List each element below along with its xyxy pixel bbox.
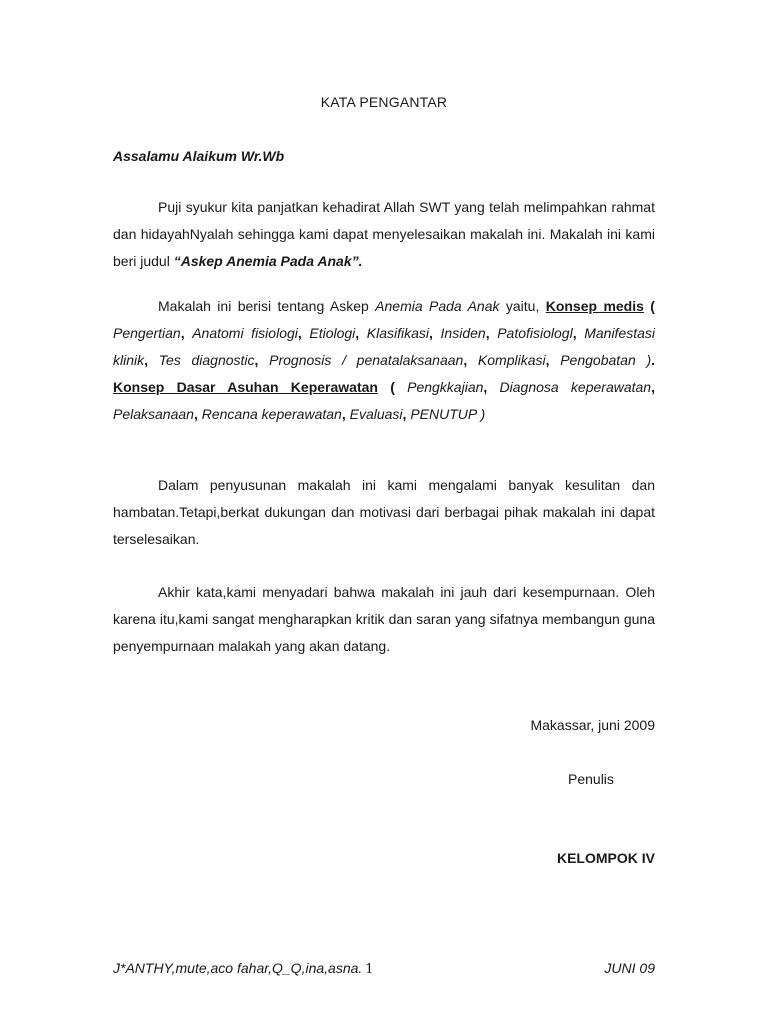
konsep-dasar-heading: Konsep Dasar Asuhan Keperawatan xyxy=(113,379,378,395)
konsep-medis-heading: Konsep medis xyxy=(545,298,644,314)
list1-item: Klasifikasi xyxy=(366,325,430,341)
place-date: Makassar, juni 2009 xyxy=(530,717,655,733)
footer-authors: J*ANTHY,mute,aco fahar,Q_Q,ina,asna. xyxy=(113,960,363,976)
list2-item: Pengkkajian xyxy=(407,379,484,395)
list2-item: Pelaksanaan xyxy=(113,406,194,422)
list-comma: , xyxy=(341,406,350,422)
list1-item: Etiologi xyxy=(309,325,356,341)
list-comma: , xyxy=(483,379,500,395)
group-name: KELOMPOK IV xyxy=(556,850,655,866)
list-comma: , xyxy=(651,379,655,395)
document-page xyxy=(113,0,655,1024)
list1-item: Anatomi fisiologi xyxy=(192,325,298,341)
list-comma: , xyxy=(485,325,498,341)
paper-title-quote: “Askep Anemia Pada Anak”. xyxy=(173,253,363,269)
list1-item: Manifestasi klinik xyxy=(113,325,656,368)
list2-item: PENUTUP ) xyxy=(410,406,486,422)
p2-topic: Anemia Pada Anak xyxy=(375,298,500,314)
list2-item: Rencana keperawatan xyxy=(201,406,342,422)
list-comma: , xyxy=(254,352,270,368)
paragraph-1 xyxy=(113,194,655,275)
p2-text-b: yaitu, xyxy=(499,298,546,314)
footer-date: JUNI 09 xyxy=(604,960,655,976)
page-number: 1 xyxy=(365,962,374,977)
p2-open-paren-2: ( xyxy=(377,379,408,395)
list1-item: Tes diagnostic xyxy=(158,352,255,368)
list-comma: , xyxy=(144,352,159,368)
list1-item: Prognosis / penatalaksanaan xyxy=(269,352,464,368)
list-comma: , xyxy=(193,406,202,422)
list-comma: , xyxy=(429,325,441,341)
greeting: Assalamu Alaikum Wr.Wb xyxy=(113,148,285,164)
paragraph-4: Akhir kata,kami menyadari bahwa makalah ini jauh dari kesempurnaan. Oleh karena itu,kami sangat mengharapkan kritik dan saran yang sifatnya membangun guna penyempurnaan malakah yang akan datang. xyxy=(113,584,655,654)
list2-item: Evaluasi xyxy=(349,406,403,422)
paragraph-2 xyxy=(113,293,655,428)
list2-item: Diagnosa keperawatan xyxy=(499,379,652,395)
list-comma: , xyxy=(572,325,585,341)
list-comma: , xyxy=(402,406,411,422)
list-comma: , xyxy=(545,352,561,368)
list1-item: Pengobatan ) xyxy=(560,352,652,368)
list1-item: Patofisiologl xyxy=(497,325,573,341)
list-comma: , xyxy=(180,325,193,341)
paragraph-3: Dalam penyusunan makalah ini kami mengalami banyak kesulitan dan hambatan.Tetapi,berkat dukungan dan motivasi dari berbagai pihak makalah ini dapat terselesaikan. xyxy=(113,477,655,547)
list-comma: , xyxy=(463,352,478,368)
footer-authors-wrap xyxy=(113,960,374,977)
list1-item: Komplikasi xyxy=(477,352,546,368)
p2-open-paren-1: ( xyxy=(650,298,655,314)
list-dot: . xyxy=(651,352,655,368)
p2-text-a: Makalah ini berisi tentang Askep xyxy=(158,298,376,314)
paragraph-1-text: Puji syukur kita panjatkan kehadirat Allah SWT yang telah melimpahkan rahmat dan hidayahNyalah sehingga kami dapat menyelesaikan makalah ini. Makalah ini kami beri judul xyxy=(113,199,655,269)
list1-item: Insiden xyxy=(440,325,486,341)
list-comma: , xyxy=(297,325,310,341)
document-title: KATA PENGANTAR xyxy=(320,94,448,110)
list-comma: , xyxy=(355,325,367,341)
writer-label: Penulis xyxy=(568,771,614,787)
list1-item: Pengertian xyxy=(113,325,181,341)
